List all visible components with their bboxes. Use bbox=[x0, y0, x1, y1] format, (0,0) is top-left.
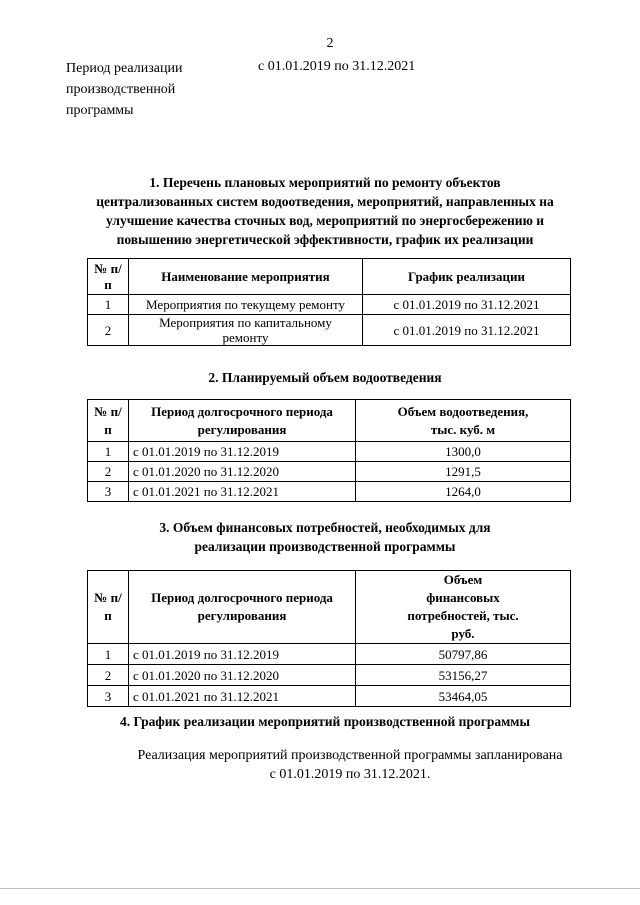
heading-line: централизованных систем водоотведения, мероприятий, направленных на bbox=[96, 194, 554, 209]
heading-line: 1. Перечень плановых мероприятий по ремонту объектов bbox=[149, 175, 501, 190]
heading-line: 3. Объем финансовых потребностей, необходимых для bbox=[159, 520, 491, 535]
table-row bbox=[88, 315, 571, 346]
section-2-heading bbox=[60, 368, 590, 387]
heading-line: улучшение качества сточных вод, мероприятий по энергосбережению и bbox=[105, 213, 545, 228]
table-row bbox=[88, 462, 571, 482]
cell-period: с 01.01.2021 по 31.12.2021 bbox=[129, 482, 356, 502]
cell-schedule: с 01.01.2019 по 31.12.2021 bbox=[363, 315, 571, 346]
table-row bbox=[88, 442, 571, 462]
cell-amount: 53156,27 bbox=[356, 665, 571, 686]
heading-line: реализации производственной программы bbox=[194, 539, 456, 554]
cell-period: с 01.01.2020 по 31.12.2020 bbox=[129, 665, 356, 686]
table-header-row bbox=[88, 571, 571, 644]
column-header-activity: Наименование мероприятия bbox=[129, 259, 363, 295]
cell-schedule: с 01.01.2019 по 31.12.2021 bbox=[363, 295, 571, 315]
scan-edge-line bbox=[0, 888, 640, 889]
column-header-period: Период долгосрочного периода регулирования bbox=[129, 571, 356, 644]
cell-number: 3 bbox=[88, 686, 129, 707]
column-header-volume: Объем водоотведения, тыс. куб. м bbox=[356, 400, 571, 442]
implementation-text bbox=[60, 746, 640, 784]
heading-line: повышению энергетической эффективности, график их реализации bbox=[116, 232, 534, 247]
financial-needs-table bbox=[87, 570, 571, 707]
section-4-heading bbox=[60, 712, 590, 731]
cell-volume: 1291,5 bbox=[356, 462, 571, 482]
cell-amount: 53464,05 bbox=[356, 686, 571, 707]
column-header-number: № п/п bbox=[88, 571, 129, 644]
cell-number: 2 bbox=[88, 315, 129, 346]
cell-number: 1 bbox=[88, 295, 129, 315]
period-label-line: программы bbox=[66, 103, 134, 118]
cell-number: 1 bbox=[88, 644, 129, 665]
cell-activity: Мероприятия по капитальному ремонту bbox=[129, 315, 363, 346]
cell-amount: 50797,86 bbox=[356, 644, 571, 665]
page-number: 2 bbox=[326, 36, 334, 51]
table-row bbox=[88, 295, 571, 315]
table-row bbox=[88, 644, 571, 665]
column-header-schedule: График реализации bbox=[363, 259, 571, 295]
cell-volume: 1300,0 bbox=[356, 442, 571, 462]
heading-line: 4. График реализации мероприятий производственной программы bbox=[119, 714, 531, 729]
table-header-row bbox=[88, 259, 571, 295]
cell-period: с 01.01.2020 по 31.12.2020 bbox=[129, 462, 356, 482]
table-header-row bbox=[88, 400, 571, 442]
section-1-heading bbox=[60, 173, 590, 249]
wastewater-volume-table bbox=[87, 399, 571, 502]
text-line: с 01.01.2019 по 31.12.2021. bbox=[269, 767, 431, 782]
table-row bbox=[88, 665, 571, 686]
text-line: Реализация мероприятий производственной программы запланирована bbox=[137, 748, 563, 763]
period-value: с 01.01.2019 по 31.12.2021 bbox=[258, 59, 416, 74]
cell-volume: 1264,0 bbox=[356, 482, 571, 502]
table-row bbox=[88, 482, 571, 502]
column-header-period: Период долгосрочного периода регулирования bbox=[129, 400, 356, 442]
cell-activity: Мероприятия по текущему ремонту bbox=[129, 295, 363, 315]
activities-table bbox=[87, 258, 571, 346]
column-header-financial: Объем финансовых потребностей, тыс. руб. bbox=[356, 571, 571, 644]
cell-number: 1 bbox=[88, 442, 129, 462]
cell-number: 3 bbox=[88, 482, 129, 502]
cell-number: 2 bbox=[88, 665, 129, 686]
period-label-line: производственной bbox=[66, 82, 176, 97]
column-header-number: № п/п bbox=[88, 259, 129, 295]
period-label bbox=[66, 58, 216, 121]
section-3-heading bbox=[60, 518, 590, 556]
table-row bbox=[88, 686, 571, 707]
cell-period: с 01.01.2019 по 31.12.2019 bbox=[129, 644, 356, 665]
cell-number: 2 bbox=[88, 462, 129, 482]
cell-period: с 01.01.2019 по 31.12.2019 bbox=[129, 442, 356, 462]
column-header-number: № п/п bbox=[88, 400, 129, 442]
heading-line: 2. Планируемый объем водоотведения bbox=[208, 370, 442, 385]
period-label-line: Период реализации bbox=[66, 61, 183, 76]
cell-period: с 01.01.2021 по 31.12.2021 bbox=[129, 686, 356, 707]
